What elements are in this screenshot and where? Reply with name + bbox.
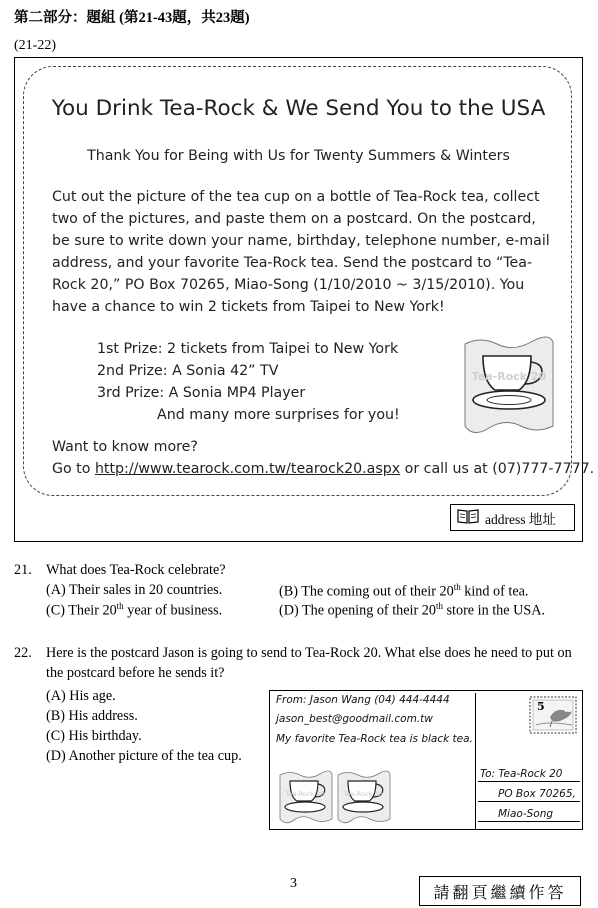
q21-c-pre: (C) Their 20 [46,602,117,619]
tearock-link[interactable]: http://www.tearock.com.tw/tearock20.aspx [94,461,401,477]
q21-c-post: year of business. [123,602,223,619]
postcard-city: Miao-Song [498,808,554,820]
prize-list [97,338,400,426]
ad-subtitle: Thank You for Being with Us for Twenty Summers & Winters [87,148,510,164]
q21-b-sup: th [453,582,461,592]
tea-cup-icon [278,769,334,825]
q22-option-d[interactable]: (D) Another picture of the tea cup. [46,748,242,764]
q21-option-c[interactable] [46,601,222,620]
address-line-1 [478,781,580,782]
prize-1: 1st Prize: 2 tickets from Taipei to New York [97,341,399,357]
pasted-cup-2 [336,769,392,825]
q21-d-pre: (D) The opening of their 20 [279,602,436,619]
q22-option-a[interactable]: (A) His age. [46,688,116,704]
q21-option-b[interactable] [279,582,528,601]
turn-page-notice: 請翻頁繼續作答 [419,876,581,906]
q21-d-post: store in the USA. [442,602,546,619]
bird-stamp-icon [528,695,578,735]
contact-info [52,436,594,480]
question-22 [14,643,584,683]
q22-option-b[interactable]: (B) His address. [46,708,138,724]
address-button-label: address 地址 [485,511,556,527]
ad-title: You Drink Tea-Rock & We Send You to the USA [51,96,546,121]
tea-cup-icon [461,334,557,438]
q21-c-sup: th [116,601,124,611]
postcard [269,690,583,830]
book-icon [457,508,479,528]
tea-cup-icon [336,769,392,825]
postcard-from: From: Jason Wang (04) 444-4444 [276,694,450,706]
q21-b-pre: (B) The coming out of their 20 [279,583,454,600]
q21-option-a[interactable]: (A) Their sales in 20 countries. [46,582,223,598]
stamp-value: 5 [537,700,545,713]
ad-body-text: Cut out the picture of the tea cup on a bottle of Tea-Rock tea, collect two of the pictures, and paste them on a postcard. On the postcard, be sure to write down your name, birthday, telephone number, e-mail address, and your favorite Tea-Rock tea. Send the postcard to “Tea-Rock 20,” PO Box 70265, Miao-Song (1/10/2010 ~ 3/15/2010). You have a chance to win 2 tickets from Taipei to New York! [52,189,550,315]
want-more-text: Want to know more? [52,439,198,455]
q21-option-d[interactable] [279,601,545,620]
pasted-cup-1 [278,769,334,825]
q21-number: 21. [14,562,32,578]
postcard-email: jason_best@goodmail.com.tw [276,713,433,725]
postcard-favorite: My favorite Tea-Rock tea is black tea. [276,733,473,745]
pasted-cup-1-label: Tea-Rock 20 [285,790,325,798]
more-surprises: And many more surprises for you! [157,407,400,423]
question-21 [14,560,226,580]
cup-label: Tea-Rock 20 [471,370,547,383]
q21-b-post: kind of tea. [460,583,529,600]
prize-2: 2nd Prize: A Sonia 42” TV [97,363,279,379]
postcard-stamp [528,695,578,735]
q22-option-c[interactable]: (C) His birthday. [46,728,142,744]
q21-d-sup: th [435,601,443,611]
postcard-box: PO Box 70265, [498,788,576,800]
q21-text: What does Tea-Rock celebrate? [46,562,226,578]
postcard-divider [475,693,477,829]
prize-3: 3rd Prize: A Sonia MP4 Player [97,385,306,401]
tea-cup-picture [461,334,557,438]
go-to-text: Go to [52,461,95,477]
address-button[interactable] [450,504,575,531]
advertisement-box [14,57,595,542]
postcard-to: To: Tea-Rock 20 [480,768,563,780]
page-number: 3 [290,876,297,891]
q22-text: Here is the postcard Jason is going to send to Tea-Rock 20. What else does he need to put on the postcard before he sends it? [46,645,572,681]
call-text: or call us at (07)777-7777. [400,461,595,477]
pasted-cup-2-label: Tea-Rock 20 [343,790,383,798]
address-line-3 [478,821,580,822]
contact-line [52,458,594,480]
q22-number: 22. [14,645,32,661]
address-line-2 [478,801,580,802]
question-group-range: (21-22) [14,38,56,53]
section-header: 第二部分：題組 (第21-43題，共23題) [14,10,250,26]
